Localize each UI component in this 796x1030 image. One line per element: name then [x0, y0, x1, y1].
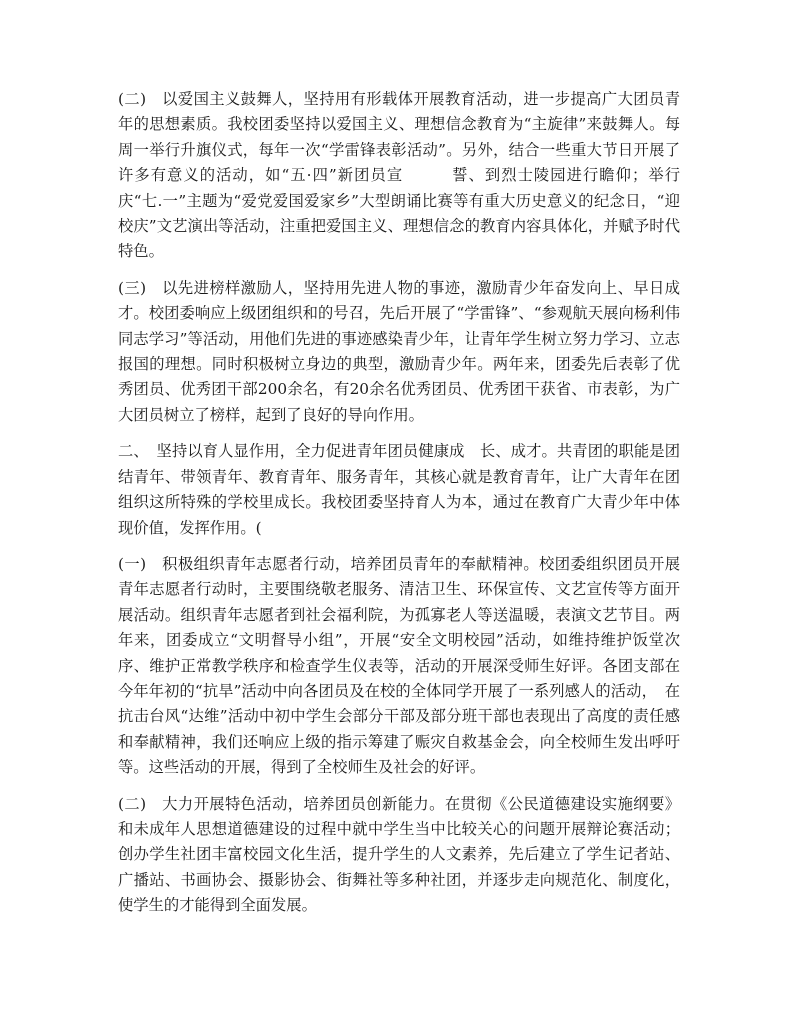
document-page: [118, 87, 680, 930]
paragraph-education-role: 二、 坚持以育人显作用，全力促进青年团员健康成 长、成才。共青团的职能是团结青年、带领青年、教育青年、服务青年，其核心就是教育青年，让广大青年在团组织这所特殊的学校里成长。我校团委坚持育人为本，通过在教育广大青少年中体现价值，发挥作用。(: [118, 442, 680, 537]
paragraph-volunteers: (一) 积极组织青年志愿者行动，培养团员青年的奉献精神。校团委组织团员开展青年志愿者行动时，主要围绕敬老服务、清洁卫生、环保宣传、文艺宣传等方面开展活动。组织青年志愿者到社会福利院，为孤寡老人等送温暖，表演文艺节目。两年来，团委成立“文明督导小组”，开展“安全文明校园”活动，如维持维护饭堂次序、维护正常教学秩序和检查学生仪表等，活动的开展深受师生好评。各团支部在今年年初的“抗旱”活动中向各团员及在校的全体同学开展了一系列感人的活动， 在抗击台风“达维”活动中初中学生会部分干部及部分班干部也表现出了高度的责任感和奉献精神，我们还响应上级的指示筹建了赈灾自救基金会，向全校师生发出呼吁等。这些活动的开展，得到了全校师生及社会的好评。: [118, 554, 680, 777]
paragraph-special-activities: (二) 大力开展特色活动，培养团员创新能力。在贯彻《公民道德建设实施纲要》和未成年人思想道德建设的过程中就中学生当中比较关心的问题开展辩论赛活动；创办学生社团丰富校园文化生活，提升学生的人文素养，先后建立了学生记者站、广播站、书画协会、摄影协会、街舞社等多种社团，并逐步走向规范化、制度化，使学生的才能得到全面发展。: [118, 794, 680, 915]
paragraph-patriotism: (二) 以爱国主义鼓舞人，坚持用有形载体开展教育活动，进一步提高广大团员青年的思想素质。我校团委坚持以爱国主义、理想信念教育为“主旋律”来鼓舞人。每周一举行升旗仪式，每年一次“学雷锋表彰活动”。另外，结合一些重大节日开展了许多有意义的活动，如“五·四”新团员宣 誓、到烈士陵园进行瞻仰；举行庆“七.一”主题为“爱党爱国爱家乡”大型朗诵比赛等有重大历史意义的纪念日，“迎校庆”文艺演出等活动，注重把爱国主义、理想信念的教育内容具体化，并赋予时代特色。: [118, 90, 680, 261]
paragraph-role-models: (三) 以先进榜样激励人，坚持用先进人物的事迹，激励青少年奋发向上、早日成才。校团委响应上级团组织和的号召，先后开展了“学雷锋”、“参观航天展向杨利伟同志学习”等活动，用他们先进的事迹感染青少年，让青年学生树立努力学习、立志报国的理想。同时积极树立身边的典型，激励青少年。两年来，团委先后表彰了优秀团员、优秀团干部200余名，有20余名优秀团员、优秀团干获省、市表彰，为广大团员树立了榜样，起到了良好的导向作用。: [118, 278, 680, 424]
